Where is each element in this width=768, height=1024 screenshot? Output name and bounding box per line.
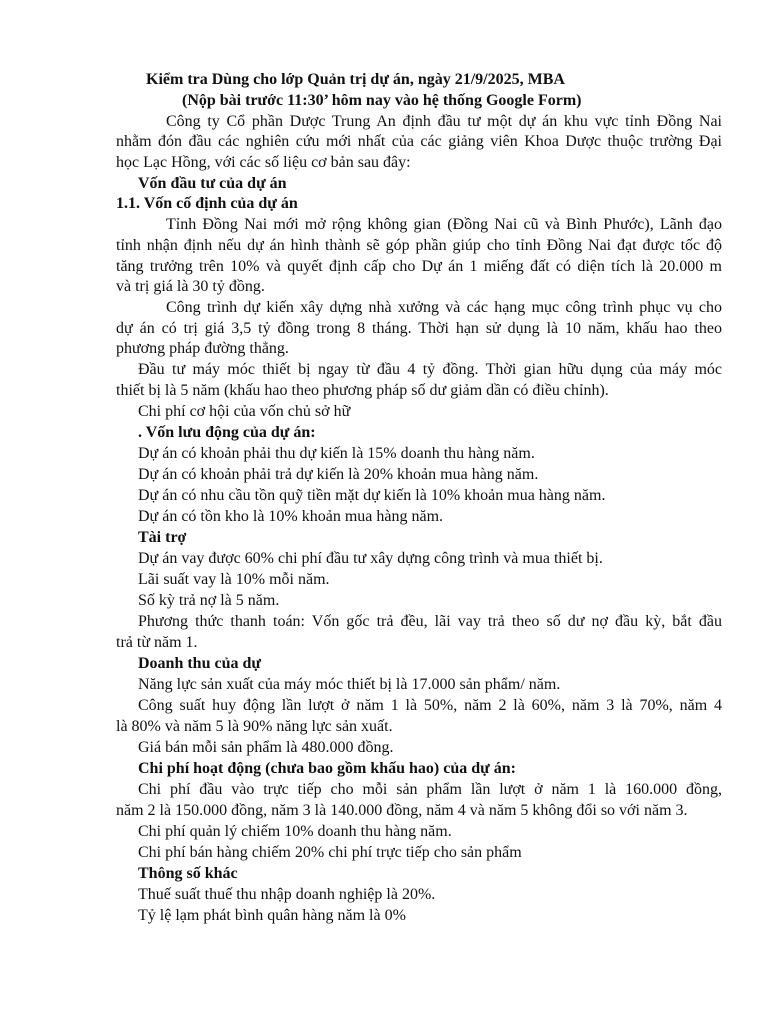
selling-cost-line: Chi phí bán hàng chiếm 20% chi phí trực tiếp cho sản phẩm	[138, 844, 522, 861]
section-revenue-heading: Doanh thu của dự	[138, 655, 261, 672]
section-working-capital-heading: . Vốn lưu động của dự án:	[138, 424, 316, 441]
land-paragraph-line-4: và trị giá là 30 tỷ đồng.	[116, 278, 265, 295]
input-cost-line-1: Chi phí đầu vào trực tiếp cho mỗi sản phẩm lần lượt ở năm 1 là 160.000 đồng,	[138, 781, 722, 798]
section-fixed-capital-heading: 1.1. Vốn cố định của dự án	[116, 195, 298, 212]
financing-item: Lãi suất vay là 10% mỗi năm.	[138, 571, 330, 588]
admin-cost-line: Chi phí quản lý chiếm 10% doanh thu hàng năm.	[138, 823, 452, 840]
construction-paragraph-line-2: dự án có trị giá 3,5 tỷ đồng trong 8 tháng. Thời hạn sử dụng là 10 năm, khấu hao theo	[116, 320, 722, 337]
equipment-paragraph-line-1: Đầu tư máy móc thiết bị ngay từ đầu 4 tỷ đồng. Thời gian hữu dụng của máy móc	[138, 361, 722, 378]
financing-item: Số kỳ trả nợ là 5 năm.	[138, 592, 280, 609]
intro-line-2: nhằm đón đầu các nghiên cứu mới nhất của các giảng viên Khoa Dược thuộc trường Đại	[116, 133, 722, 150]
opportunity-cost-line: Chi phí cơ hội của vốn chủ sở hữ	[138, 403, 351, 420]
section-financing-heading: Tài trợ	[138, 529, 187, 546]
utilization-line-2: là 80% và năm 5 là 90% năng lực sản xuất.	[116, 718, 393, 735]
construction-paragraph-line-3: phương pháp đường thẳng.	[116, 340, 289, 357]
land-paragraph-line-2: tỉnh nhận định nếu dự án hình thành sẽ góp phần giúp cho tỉnh Đồng Nai đạt được tốc độ	[116, 237, 722, 254]
page-subtitle: (Nộp bài trước 11:30’ hôm nay vào hệ thống Google Form)	[182, 92, 582, 109]
capacity-line: Năng lực sản xuất của máy móc thiết bị là 17.000 sản phẩm/ năm.	[138, 676, 561, 693]
payment-method-line-1: Phương thức thanh toán: Vốn gốc trả đều, lãi vay trả theo số dư nợ đầu kỳ, bắt đầu	[138, 613, 722, 630]
section-operating-costs-heading: Chi phí hoạt động (chưa bao gồm khấu hao) của dự án:	[138, 760, 516, 777]
inflation-line: Tỷ lệ lạm phát bình quân hàng năm là 0%	[138, 907, 406, 924]
payment-method-line-2: trả từ năm 1.	[116, 634, 198, 651]
working-capital-item: Dự án có nhu cầu tồn quỹ tiền mặt dự kiến là 10% khoản mua hàng năm.	[138, 487, 606, 504]
working-capital-item: Dự án có khoản phải thu dự kiến là 15% doanh thu hàng năm.	[138, 445, 535, 462]
land-paragraph-line-1: Tỉnh Đồng Nai mới mở rộng không gian (Đồng Nai cũ và Bình Phước), Lãnh đạo	[166, 216, 722, 233]
input-cost-line-2: năm 2 là 150.000 đồng, năm 3 là 140.000 đồng, năm 4 và năm 5 không đổi so với năm 3.	[116, 802, 688, 819]
section-investment-heading: Vốn đầu tư của dự án	[138, 175, 287, 192]
utilization-line-1: Công suất huy động lần lượt ở năm 1 là 50%, năm 2 là 60%, năm 3 là 70%, năm 4	[138, 697, 722, 714]
working-capital-item: Dự án có tồn kho là 10% khoản mua hàng năm.	[138, 508, 444, 525]
equipment-paragraph-line-2: thiết bị là 5 năm (khấu hao theo phương pháp số dư giảm dần có điều chỉnh).	[116, 382, 609, 399]
intro-line-1: Công ty Cổ phần Dược Trung An định đầu tư một dự án khu vực tỉnh Đồng Nai	[166, 113, 722, 130]
working-capital-item: Dự án có khoản phải trả dự kiến là 20% khoản mua hàng năm.	[138, 466, 539, 483]
construction-paragraph-line-1: Công trình dự kiến xây dựng nhà xưởng và các hạng mục công trình phục vụ cho	[166, 299, 722, 316]
price-line: Giá bán mỗi sản phẩm là 480.000 đồng.	[138, 739, 394, 756]
tax-rate-line: Thuế suất thuế thu nhập doanh nghiệp là 20%.	[138, 886, 436, 903]
section-other-params-heading: Thông số khác	[138, 865, 238, 882]
financing-item: Dự án vay được 60% chi phí đầu tư xây dựng công trình và mua thiết bị.	[138, 550, 603, 567]
land-paragraph-line-3: tăng trưởng trên 10% và quyết định cấp cho Dự án 1 miếng đất có diện tích là 20.000 m	[116, 258, 722, 275]
intro-line-3: học Lạc Hồng, với các số liệu cơ bản sau đây:	[116, 154, 411, 171]
page-title: Kiểm tra Dùng cho lớp Quản trị dự án, ngày 21/9/2025, MBA	[146, 71, 565, 88]
